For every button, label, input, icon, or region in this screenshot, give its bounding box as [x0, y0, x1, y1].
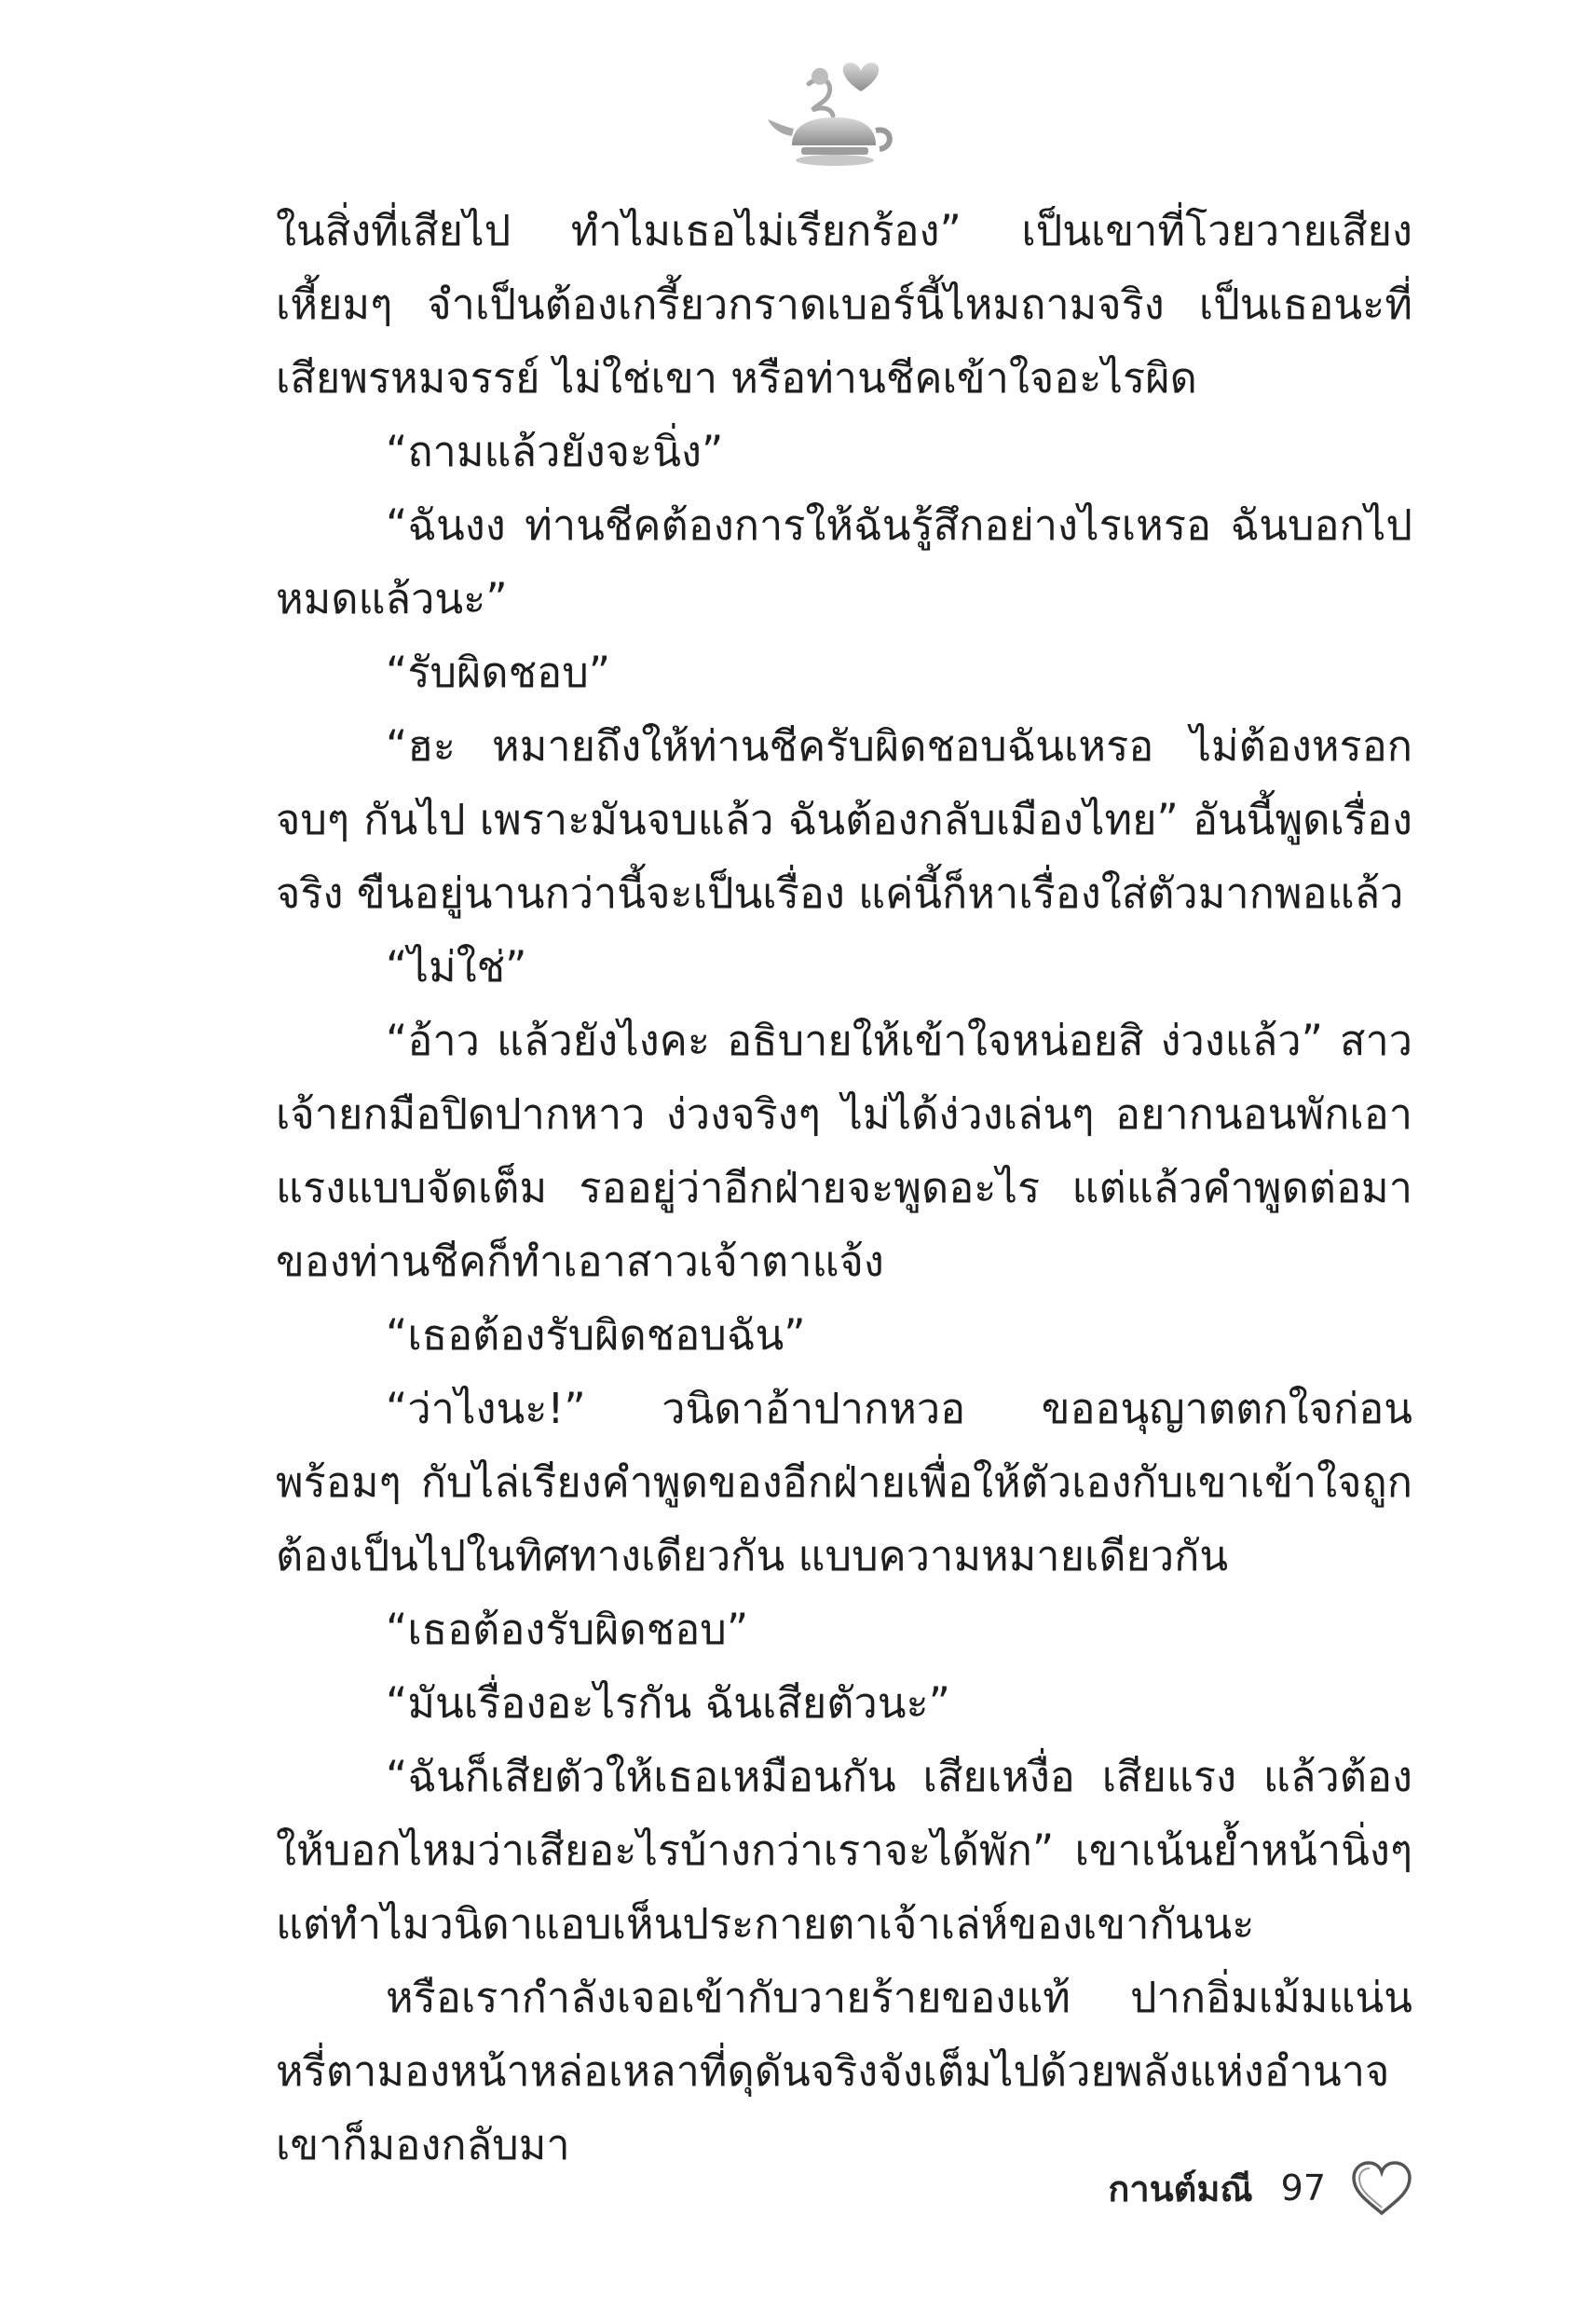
paragraph: “ไม่ใช่”	[386, 942, 527, 991]
page-number: 97	[1280, 2167, 1326, 2208]
paragraph: ในสิ่งที่เสียไป ทำไมเธอไม่เรียกร้อง” เป็นเขาที่โวยวายเสียงเหี้ยมๆ จำเป็นต้องเกรี้ยวกราดเบอร์นี้ไหมถามจริง เป็นเธอนะที่เสียพรหมจรรย์ ไม่ใช่เขา หรือท่านชีคเข้าใจอะไรผิด	[276, 206, 1412, 403]
body-text	[276, 194, 1412, 2181]
page-footer	[1108, 2151, 1413, 2225]
paragraph: “เธอต้องรับผิดชอบ”	[386, 1605, 749, 1654]
paragraph: หรือเรากำลังเจอเข้ากับวายร้ายของแท้ ปากอิ่มเม้มแน่นหรี่ตามองหน้าหล่อเหลาที่ดุดันจริงจังเต็มไปด้วยพลังแห่งอำนาจ เขาก็มองกลับมา	[276, 1973, 1412, 2169]
paragraph: “เธอต้องรับผิดชอบฉัน”	[386, 1310, 806, 1360]
teapot-heart-ornament-icon	[764, 56, 904, 177]
paragraph: “ฮะ หมายถึงให้ท่านชีครับผิดชอบฉันเหรอ ไม่ต้องหรอก จบๆ กันไป เพราะมันจบแล้ว ฉันต้องกลับเมืองไทย” อันนี้พูดเรื่องจริง ขืนอยู่นานกว่านี้จะเป็นเรื่อง แค่นี้ก็หาเรื่องใส่ตัวมากพอแล้ว	[276, 721, 1412, 918]
heart-outline-icon	[1350, 2159, 1413, 2217]
paragraph: “ฉันก็เสียตัวให้เธอเหมือนกัน เสียเหงื่อ เสียแรง แล้วต้องให้บอกไหมว่าเสียอะไรบ้างกว่าเราจะได้พัก” เขาเน้นย้ำหน้านิ่งๆ แต่ทำไมวนิดาแอบเห็นประกายตาเจ้าเล่ห์ของเขากันนะ	[276, 1752, 1412, 1949]
paragraph: “ถามแล้วยังจะนิ่ง”	[386, 427, 724, 476]
paragraph: “รับผิดชอบ”	[386, 648, 611, 697]
paragraph: “ฉันงง ท่านชีคต้องการให้ฉันรู้สึกอย่างไรเหรอ ฉันบอกไป หมดแล้วนะ”	[276, 500, 1412, 623]
paragraph: “อ้าว แล้วยังไงคะ อธิบายให้เข้าใจหน่อยสิ ง่วงแล้ว” สาวเจ้ายกมือปิดปากหาว ง่วงจริงๆ ไม่ได้ง่วงเล่นๆ อยากนอนพักเอาแรงแบบจัดเต็ม รออยู่ว่าอีกฝ่ายจะพูดอะไร แต่แล้วคำพูดต่อมาของท่านชีคก็ทำเอาสาวเจ้าตาแจ้ง	[276, 1016, 1412, 1286]
paragraph: “ว่าไงนะ!” วนิดาอ้าปากหวอ ขออนุญาตตกใจก่อน พร้อมๆ กับไล่เรียงคำพูดของอีกฝ่ายเพื่อให้ตัวเองกับเขาเข้าใจถูกต้องเป็นไปในทิศทางเดียวกัน แบบความหมายเดียวกัน	[276, 1384, 1412, 1580]
paragraph: “มันเรื่องอะไรกัน ฉันเสียตัวนะ”	[386, 1678, 950, 1728]
book-title: กานต์มณี	[1108, 2167, 1253, 2209]
